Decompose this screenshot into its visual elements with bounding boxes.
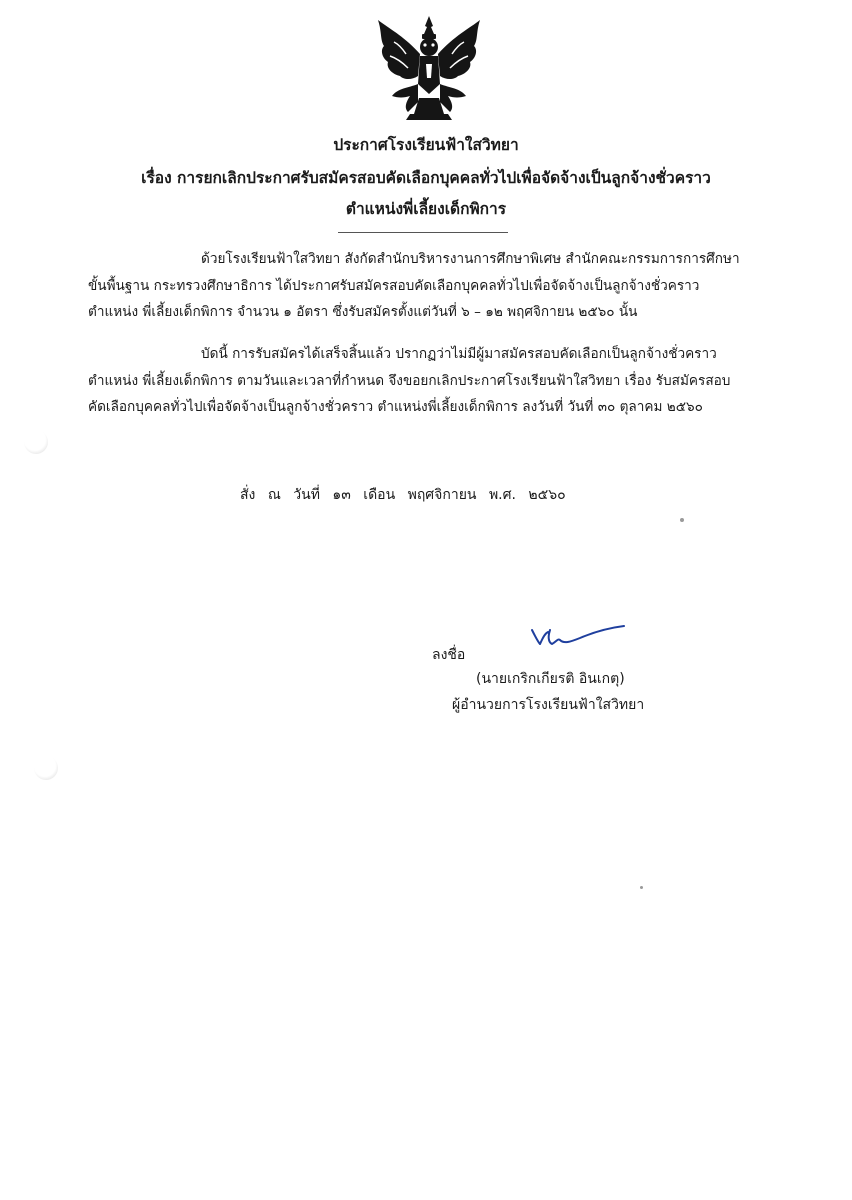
signatory-title: ผู้อำนวยการโรงเรียนฟ้าใสวิทยา xyxy=(452,697,645,713)
signatory-name: (นายเกริกเกียรติ อินเกตุ) xyxy=(476,671,625,687)
signature-label: ลงชื่อ xyxy=(432,647,466,663)
garuda-emblem-icon xyxy=(374,14,484,126)
punch-hole xyxy=(34,756,58,780)
paper-speck xyxy=(640,886,643,889)
paragraph-line: ตำแหน่ง พี่เลี้ยงเด็กพิการ จำนวน ๑ อัตรา ซึ่งรับสมัครตั้งแต่วันที่ ๖ – ๑๒ พฤศจิกายน ๒๕๖๐ นั้น xyxy=(88,304,638,320)
order-date: สั่ง ณ วันที่ ๑๓ เดือน พฤศจิกายน พ.ศ. ๒๕๖๐ xyxy=(240,487,566,503)
announcement-position: ตำแหน่งพี่เลี้ยงเด็กพิการ xyxy=(345,200,507,218)
paragraph-line: ตำแหน่ง พี่เลี้ยงเด็กพิการ ตามวันและเวลาที่กำหนด จึงขอยกเลิกประกาศโรงเรียนฟ้าใสวิทยา เรื่อง รับสมัครสอบ xyxy=(88,372,731,389)
paragraph-line: ด้วยโรงเรียนฟ้าใสวิทยา สังกัดสำนักบริหารงานการศึกษาพิเศษ สำนักคณะกรรมการการศึกษา xyxy=(201,251,740,267)
body-paragraph-1 xyxy=(88,246,768,326)
body-paragraph-2 xyxy=(88,341,768,421)
announcement-subject: เรื่อง การยกเลิกประกาศรับสมัครสอบคัดเลือกบุคคลทั่วไปเพื่อจัดจ้างเป็นลูกจ้างชั่วคราว xyxy=(141,169,711,187)
announcement-title: ประกาศโรงเรียนฟ้าใสวิทยา xyxy=(333,136,519,154)
paragraph-line: คัดเลือกบุคคลทั่วไปเพื่อจัดจ้างเป็นลูกจ้างชั่วคราว ตำแหน่งพี่เลี้ยงเด็กพิการ ลงวันที่ วันที่ ๓๐ ตุลาคม ๒๕๖๐ xyxy=(88,399,703,415)
paper-speck xyxy=(680,518,684,522)
paragraph-line: ขั้นพื้นฐาน กระทรวงศึกษาธิการ ได้ประกาศรับสมัครสอบคัดเลือกบุคคลทั่วไปเพื่อจัดจ้างเป็นลูกจ้างชั่วคราว xyxy=(88,277,700,294)
punch-hole xyxy=(24,430,48,454)
handwritten-signature xyxy=(528,620,628,654)
title-divider xyxy=(338,232,508,233)
paragraph-line: บัดนี้ การรับสมัครได้เสร็จสิ้นแล้ว ปรากฏว่าไม่มีผู้มาสมัครสอบคัดเลือกเป็นลูกจ้างชั่วคราว xyxy=(201,346,717,362)
